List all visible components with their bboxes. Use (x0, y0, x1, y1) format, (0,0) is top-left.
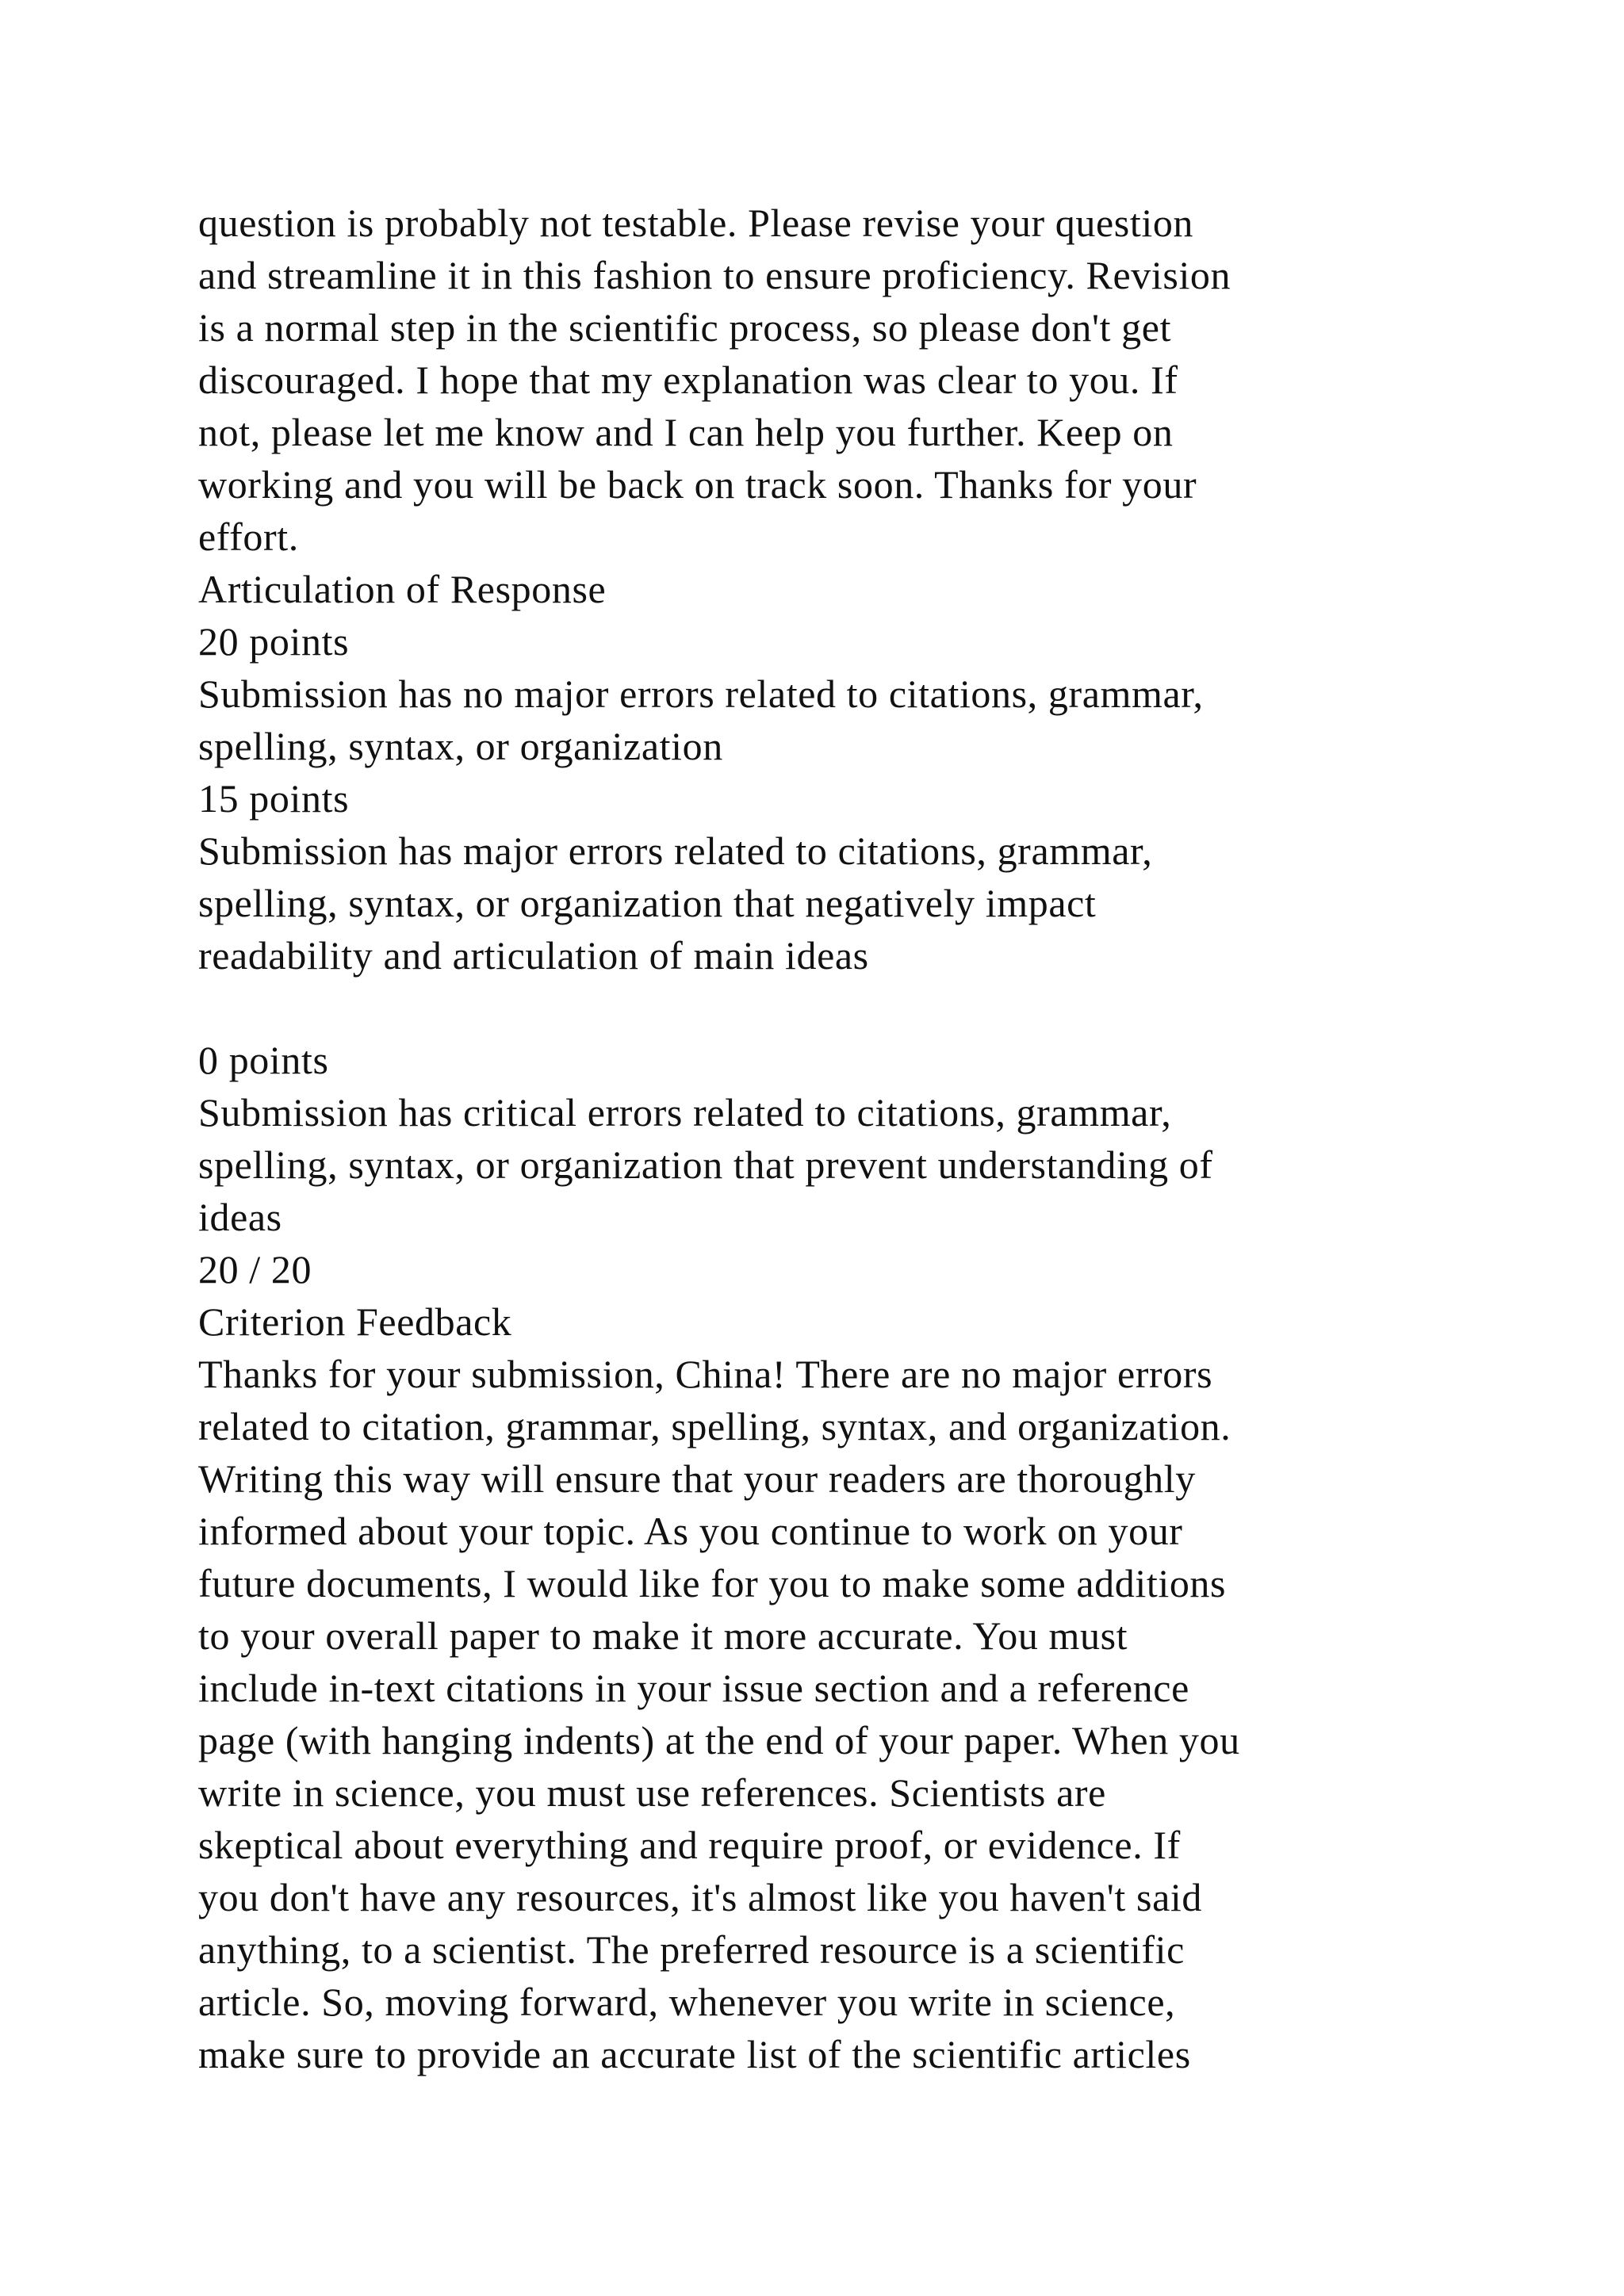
text-line: not, please let me know and I can help you further. Keep on (198, 410, 1174, 454)
text-line: discouraged. I hope that my explanation was clear to you. If (198, 358, 1178, 402)
feedback-text: Thanks for your submission, China! There are no major errors (198, 1352, 1213, 1396)
score: 20 / 20 (198, 1247, 312, 1292)
feedback-text: write in science, you must use references. Scientists are (198, 1770, 1106, 1815)
feedback-text: article. So, moving forward, whenever you write in science, (198, 1980, 1176, 2024)
points-label: 20 points (198, 619, 350, 664)
text-line: and streamline it in this fashion to ensure proficiency. Revision (198, 253, 1231, 297)
criterion-description: ideas (198, 1195, 282, 1239)
text-line: is a normal step in the scientific process, so please don't get (198, 305, 1172, 350)
feedback-text: anything, to a scientist. The preferred resource is a scientific (198, 1927, 1185, 1972)
text-line: effort. (198, 515, 299, 559)
points-label: 15 points (198, 776, 350, 821)
points-label: 0 points (198, 1038, 329, 1082)
criterion-description: Submission has major errors related to citations, grammar, (198, 828, 1153, 873)
feedback-text: related to citation, grammar, spelling, syntax, and organization. (198, 1404, 1231, 1448)
document-page (198, 197, 1530, 2080)
criterion-description: Submission has critical errors related to citations, grammar, (198, 1090, 1172, 1135)
feedback-text: make sure to provide an accurate list of the scientific articles (198, 2032, 1191, 2076)
feedback-text: future documents, I would like for you to make some additions (198, 1561, 1227, 1605)
text-line: question is probably not testable. Please revise your question (198, 201, 1194, 245)
feedback-text: to your overall paper to make it more accurate. You must (198, 1613, 1128, 1658)
blank-line (198, 982, 1530, 1034)
feedback-text: you don't have any resources, it's almost like you haven't said (198, 1875, 1202, 1919)
text-line: working and you will be back on track soon. Thanks for your (198, 462, 1197, 507)
section-heading-feedback: Criterion Feedback (198, 1299, 512, 1344)
section-heading-articulation: Articulation of Response (198, 567, 607, 611)
feedback-text: page (with hanging indents) at the end of your paper. When you (198, 1718, 1240, 1762)
feedback-text: informed about your topic. As you continue to work on your (198, 1509, 1183, 1553)
feedback-text: Writing this way will ensure that your readers are thoroughly (198, 1456, 1196, 1501)
feedback-text: skeptical about everything and require proof, or evidence. If (198, 1823, 1181, 1867)
criterion-description: spelling, syntax, or organization that negatively impact (198, 881, 1097, 925)
criterion-description: readability and articulation of main ideas (198, 933, 869, 978)
criterion-description: spelling, syntax, or organization that prevent understanding of (198, 1142, 1213, 1187)
criterion-description: Submission has no major errors related to citations, grammar, (198, 672, 1204, 716)
feedback-text: include in-text citations in your issue section and a reference (198, 1666, 1189, 1710)
criterion-description: spelling, syntax, or organization (198, 724, 723, 768)
